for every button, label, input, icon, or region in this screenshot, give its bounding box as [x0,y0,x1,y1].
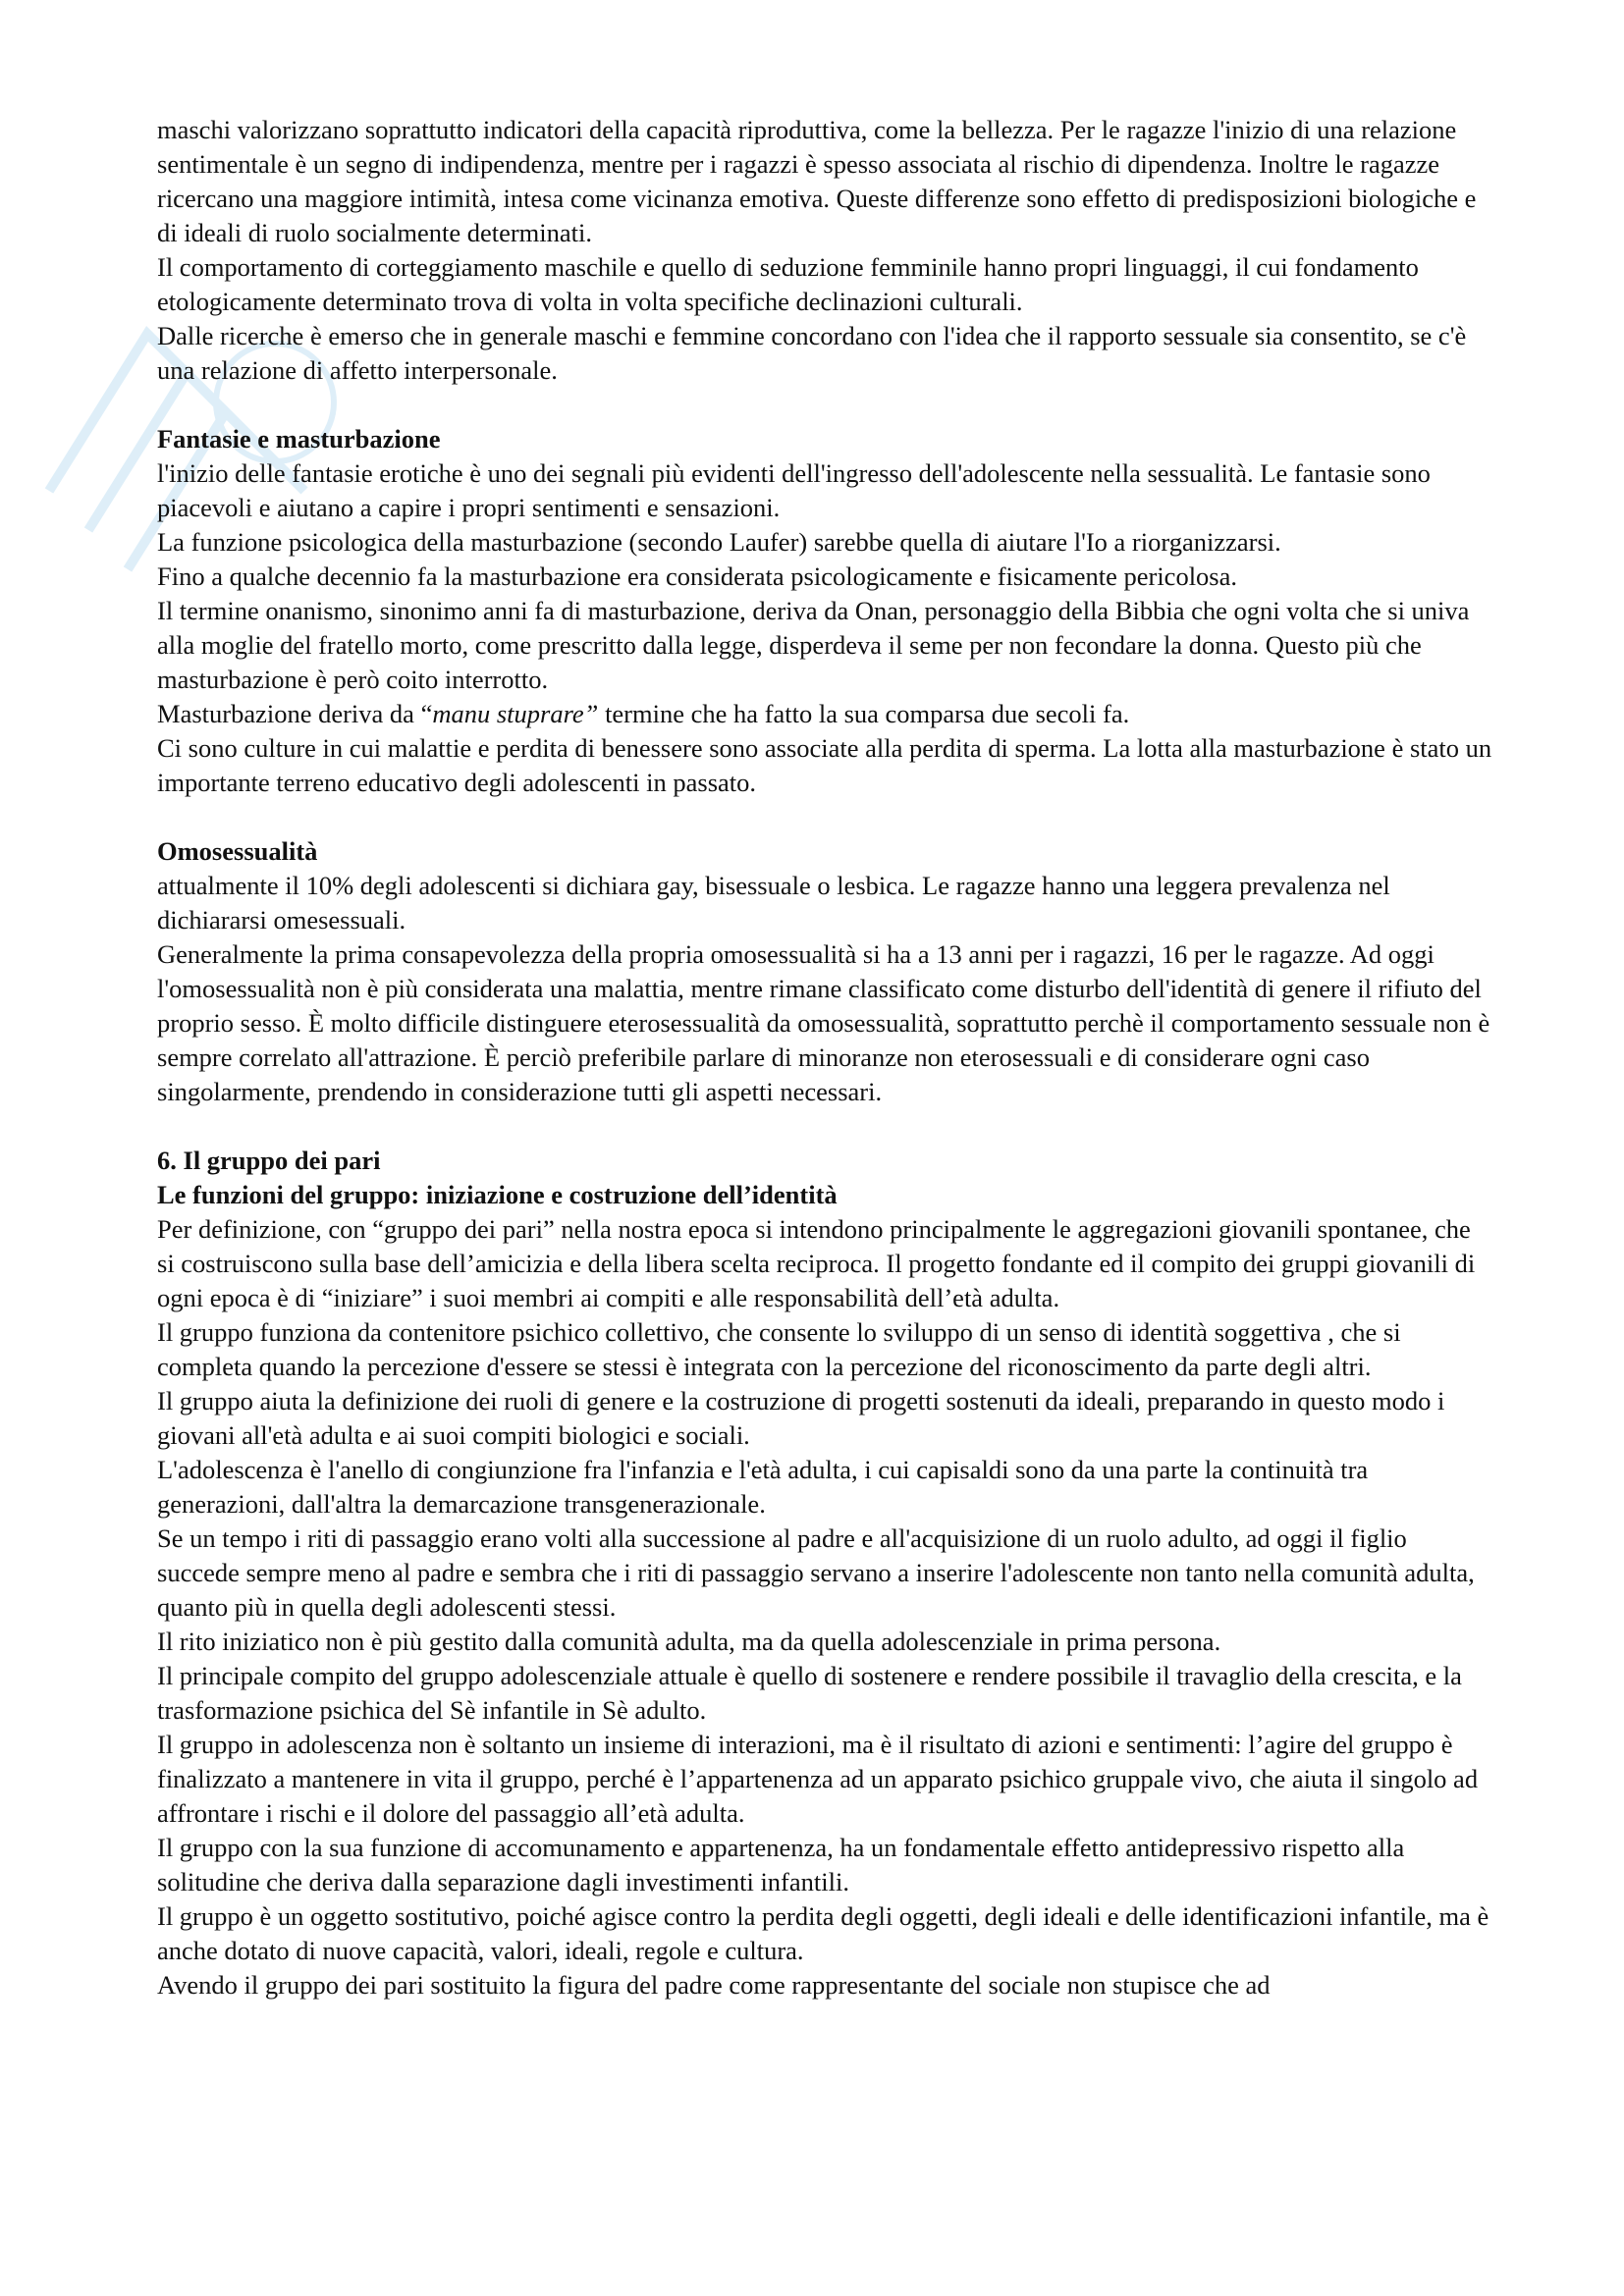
italic-term: manu stuprare” [432,699,599,728]
section-heading: Fantasie e masturbazione [157,424,441,454]
paragraph: Il gruppo con la sua funzione di accomunamento e appartenenza, ha un fondamentale effetto antidepressivo rispetto alla solitudine che deriva dalla separazione dagli investimenti infantili. [157,1833,1405,1896]
paragraph: Avendo il gruppo dei pari sostituito la figura del padre come rappresentante del sociale non stupisce che ad [157,1970,1271,2000]
paragraph: Il gruppo in adolescenza non è soltanto un insieme di interazioni, ma è il risultato di azioni e sentimenti: l’agire del gruppo è finalizzato a mantenere in vita il gruppo, perché è l’appartenenza ad un apparato psichico gruppale vivo, che aiuta il singolo ad affrontare i rischi e il dolore del passaggio all’età adulta. [157,1730,1479,1828]
paragraph: Il gruppo aiuta la definizione dei ruoli di genere e la costruzione di progetti sostenuti da ideali, preparando in questo modo i giovani all'età adulta e ai suoi compiti biologici e sociali. [157,1386,1445,1450]
paragraph: Fino a qualche decennio fa la masturbazione era considerata psicologicamente e fisicamente pericolosa. [157,561,1238,591]
paragraph: Generalmente la prima consapevolezza della propria omosessualità si ha a 13 anni per i ragazzi, 16 per le ragazze. Ad oggi l'omosessualità non è più considerata una malattia, mentre rimane classificato come disturbo dell'identità di genere il rifiuto del proprio sesso. È molto difficile distinguere eterosessualità da omosessualità, soprattutto perchè il comportamento sessuale non è sempre correlato all'attrazione. È perciò preferibile parlare di minoranze non eterosessuali e di considerare ogni caso singolarmente, prendendo in considerazione tutti gli aspetti necessari. [157,939,1490,1106]
section-fantasie [157,422,1492,800]
paragraph: Il comportamento di corteggiamento maschile e quello di seduzione femminile hanno propri linguaggi, il cui fondamento etologicamente determinato trova di volta in volta specifiche declinazioni culturali. [157,252,1419,316]
chapter-heading: 6. Il gruppo dei pari [157,1146,381,1175]
section-gruppo-dei-pari [157,1144,1492,2002]
text-run: Masturbazione deriva da “ [157,699,433,728]
paragraph: Ci sono culture in cui malattie e perdita di benessere sono associate alla perdita di sperma. La lotta alla masturbazione è stato un importante terreno educativo degli adolescenti in passato. [157,733,1492,797]
spacer [157,1109,1492,1144]
section-relationships [157,113,1492,388]
paragraph: Se un tempo i riti di passaggio erano volti alla successione al padre e all'acquisizione di un ruolo adulto, ad oggi il figlio succede sempre meno al padre e sembra che i riti di passaggio servano a inserire l'adolescente non tanto nella comunità adulta, quanto più in quella degli adolescenti stessi. [157,1523,1475,1622]
paragraph: Il gruppo funziona da contenitore psichico collettivo, che consente lo sviluppo di un senso di identità soggettiva , che si completa quando la percezione d'essere se stessi è integrata con la percezione del riconoscimento da parte degli altri. [157,1317,1401,1381]
section-heading: Omosessualità [157,836,318,866]
paragraph: Il principale compito del gruppo adolescenziale attuale è quello di sostenere e rendere possibile il travaglio della crescita, e la trasformazione psichica del Sè infantile in Sè adulto. [157,1661,1462,1725]
paragraph: Per definizione, con “gruppo dei pari” nella nostra epoca si intendono principalmente le aggregazioni giovanili spontanee, che si costruiscono sulla base dell’amicizia e della libera scelta reciproca. Il progetto fondante ed il compito dei gruppi giovanili di ogni epoca è di “iniziare” i suoi membri ai compiti e alle responsabilità dell’età adulta. [157,1214,1476,1312]
paragraph: Dalle ricerche è emerso che in generale maschi e femmine concordano con l'idea che il rapporto sessuale sia consentito, se c'è una relazione di affetto interpersonale. [157,321,1467,385]
document-page [157,113,1492,2002]
paragraph: Il rito iniziatico non è più gestito dalla comunità adulta, ma da quella adolescenziale in prima persona. [157,1627,1221,1656]
paragraph: maschi valorizzano soprattutto indicatori della capacità riproduttiva, come la bellezza. Per le ragazze l'inizio di una relazione sentimentale è un segno di indipendenza, mentre per i ragazzi è spesso associata al rischio di dipendenza. Inoltre le ragazze ricercano una maggiore intimità, intesa come vicinanza emotiva. Queste differenze sono effetto di predisposizioni biologiche e di ideali di ruolo socialmente determinati. [157,115,1477,247]
paragraph: attualmente il 10% degli adolescenti si dichiara gay, bisessuale o lesbica. Le ragazze hanno una leggera prevalenza nel dichiararsi omesessuali. [157,871,1390,934]
paragraph: Il gruppo è un oggetto sostitutivo, poiché agisce contro la perdita degli oggetti, degli ideali e delle identificazioni infantile, ma è anche dotato di nuove capacità, valori, ideali, regole e cultura. [157,1901,1489,1965]
paragraph [157,697,1492,731]
spacer [157,388,1492,422]
paragraph: L'adolescenza è l'anello di congiunzione fra l'infanzia e l'età adulta, i cui capisaldi sono da una parte la continuità tra generazioni, dall'altra la demarcazione transgenerazionale. [157,1455,1369,1519]
text-run: termine che ha fatto la sua comparsa due secoli fa. [598,699,1130,728]
section-omosessualita [157,834,1492,1109]
paragraph: Il termine onanismo, sinonimo anni fa di masturbazione, deriva da Onan, personaggio della Bibbia che ogni volta che si univa alla moglie del fratello morto, come prescritto dalla legge, disperdeva il seme per non fecondare la donna. Questo più che masturbazione è però coito interrotto. [157,596,1470,694]
section-heading: Le funzioni del gruppo: iniziazione e costruzione dell’identità [157,1180,838,1209]
paragraph: La funzione psicologica della masturbazione (secondo Laufer) sarebbe quella di aiutare l'Io a riorganizzarsi. [157,527,1281,557]
paragraph: l'inizio delle fantasie erotiche è uno dei segnali più evidenti dell'ingresso dell'adolescente nella sessualità. Le fantasie sono piacevoli e aiutano a capire i propri sentimenti e sensazioni. [157,458,1431,522]
spacer [157,800,1492,834]
